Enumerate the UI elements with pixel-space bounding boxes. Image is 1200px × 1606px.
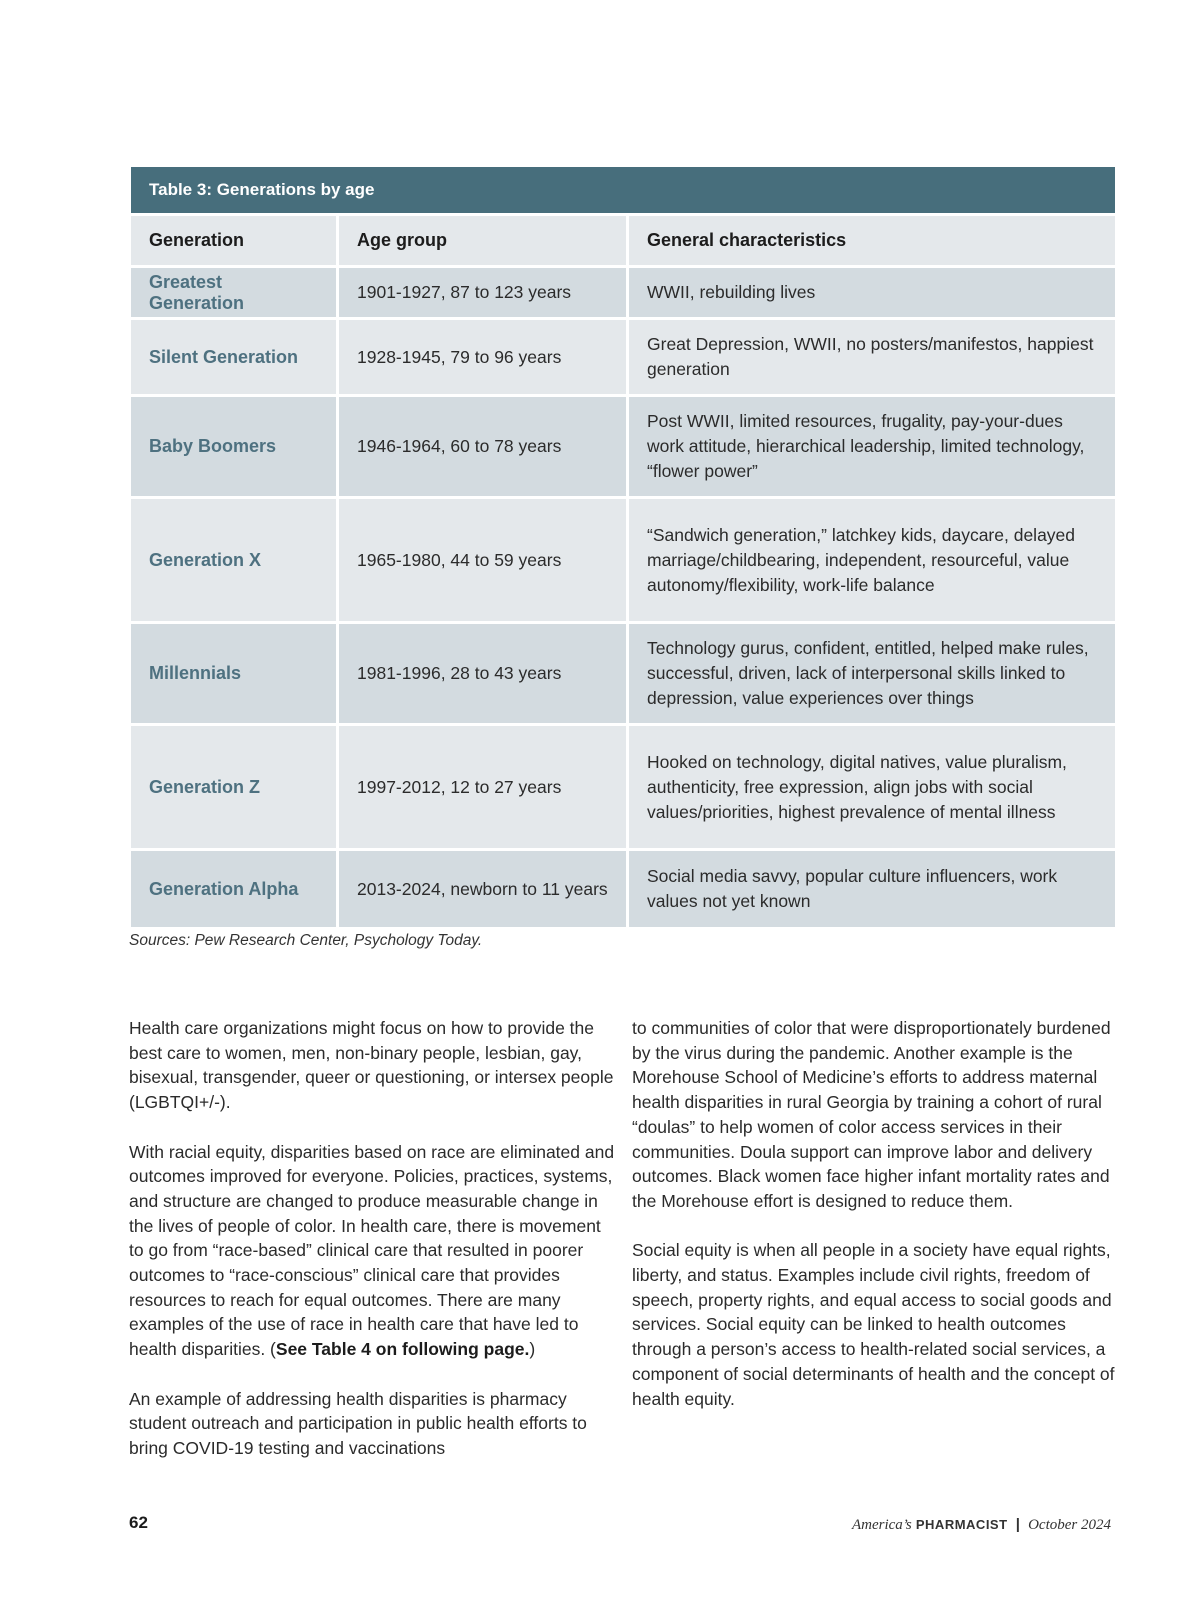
table-reference: See Table 4 on following page.: [275, 1339, 530, 1360]
paragraph-text-end: ): [529, 1339, 536, 1360]
paragraph: Health care organizations might focus on how to provide the best care to women, men, non-binary people, lesbian, gay, bisexual, transgender, queer or questioning, or intersex people (LGBTQI+/-).: [129, 1018, 614, 1113]
characteristics: Technology gurus, confident, entitled, helped make rules, successful, driven, lack of interpersonal skills linked to depression, value experiences over things: [629, 624, 1115, 726]
age-group: 1997-2012, 12 to 27 years: [339, 726, 629, 851]
table-header-row: [131, 216, 1115, 268]
table-row: [131, 268, 1115, 320]
table-row: [131, 499, 1115, 624]
generation-name: Generation Alpha: [131, 851, 339, 927]
paragraph-text: With racial equity, disparities based on race are eliminated and outcomes improved for everyone. Policies, practices, systems, and structure are changed to produce measurable change in the lives of people of color. In health care, there is movement to go from “race-based” clinical care that resulted in poorer outcomes to “race-conscious” clinical care that provides resources to reach for equal outcomes. There are many examples of the use of race in health care that have led to health disparities. (: [129, 1141, 615, 1360]
table-row: [131, 624, 1115, 726]
generation-name: Generation Z: [131, 726, 339, 851]
issue-date: October 2024: [1028, 1517, 1111, 1533]
characteristics: WWII, rebuilding lives: [629, 268, 1115, 320]
table-row: [131, 320, 1115, 397]
age-group: 1946-1964, 60 to 78 years: [339, 397, 629, 499]
generations-table: [131, 167, 1115, 927]
publication-prefix: America’s: [851, 1517, 912, 1533]
characteristics: Hooked on technology, digital natives, value pluralism, authenticity, free expression, align jobs with social values/priorities, highest prevalence of mental illness: [629, 726, 1115, 851]
age-group: 1981-1996, 28 to 43 years: [339, 624, 629, 726]
publication-name: PHARMACIST: [915, 1517, 1008, 1532]
generation-name: Generation X: [131, 499, 339, 624]
generation-name: Millennials: [131, 624, 339, 726]
column-header-age-group: Age group: [339, 216, 629, 268]
paragraph: [129, 1140, 619, 1362]
generation-name: Silent Generation: [131, 320, 339, 397]
age-group: 2013-2024, newborn to 11 years: [339, 851, 629, 927]
age-group: 1901-1927, 87 to 123 years: [339, 268, 629, 320]
body-column-left: [129, 1016, 619, 1485]
table-row: [131, 851, 1115, 927]
publication-footer: [852, 1516, 1111, 1534]
column-header-characteristics: General characteristics: [629, 216, 1115, 268]
age-group: 1965-1980, 44 to 59 years: [339, 499, 629, 624]
characteristics: Post WWII, limited resources, frugality, pay-your-dues work attitude, hierarchical leadership, limited technology, “flower power”: [629, 397, 1115, 499]
table-title: Table 3: Generations by age: [131, 167, 1115, 216]
characteristics: Great Depression, WWII, no posters/manifestos, happiest generation: [629, 320, 1115, 397]
table-title-row: [131, 167, 1115, 216]
paragraph: to communities of color that were disproportionately burdened by the virus during the pandemic. Another example is the Morehouse School of Medicine’s efforts to address maternal health disparities in rural Georgia by training a cohort of rural “doulas” to help women of color access services in their communities. Doula support can improve labor and delivery outcomes. Black women face higher infant mortality rates and the Morehouse effort is designed to reduce them.: [632, 1018, 1111, 1211]
characteristics: Social media savvy, popular culture influencers, work values not yet known: [629, 851, 1115, 927]
body-column-right: [632, 1016, 1120, 1436]
characteristics: “Sandwich generation,” latchkey kids, daycare, delayed marriage/childbearing, independent, resourceful, value autonomy/flexibility, work-life balance: [629, 499, 1115, 624]
table-row: [131, 397, 1115, 499]
age-group: 1928-1945, 79 to 96 years: [339, 320, 629, 397]
footer-separator: |: [1015, 1516, 1020, 1533]
table-row: [131, 726, 1115, 851]
page-number: 62: [129, 1513, 148, 1532]
generation-name: Greatest Generation: [131, 268, 339, 320]
paragraph: Social equity is when all people in a society have equal rights, liberty, and status. Examples include civil rights, freedom of speech, property rights, and equal access to social goods and services. Social equity can be linked to health outcomes through a person’s access to health-related social services, a component of social determinants of health and the concept of health equity.: [632, 1240, 1115, 1409]
column-header-generation: Generation: [131, 216, 339, 268]
paragraph: An example of addressing health disparities is pharmacy student outreach and participation in public health efforts to bring COVID-19 testing and vaccinations: [129, 1388, 587, 1458]
table-sources-note: Sources: Pew Research Center, Psychology Today.: [129, 932, 483, 949]
generation-name: Baby Boomers: [131, 397, 339, 499]
